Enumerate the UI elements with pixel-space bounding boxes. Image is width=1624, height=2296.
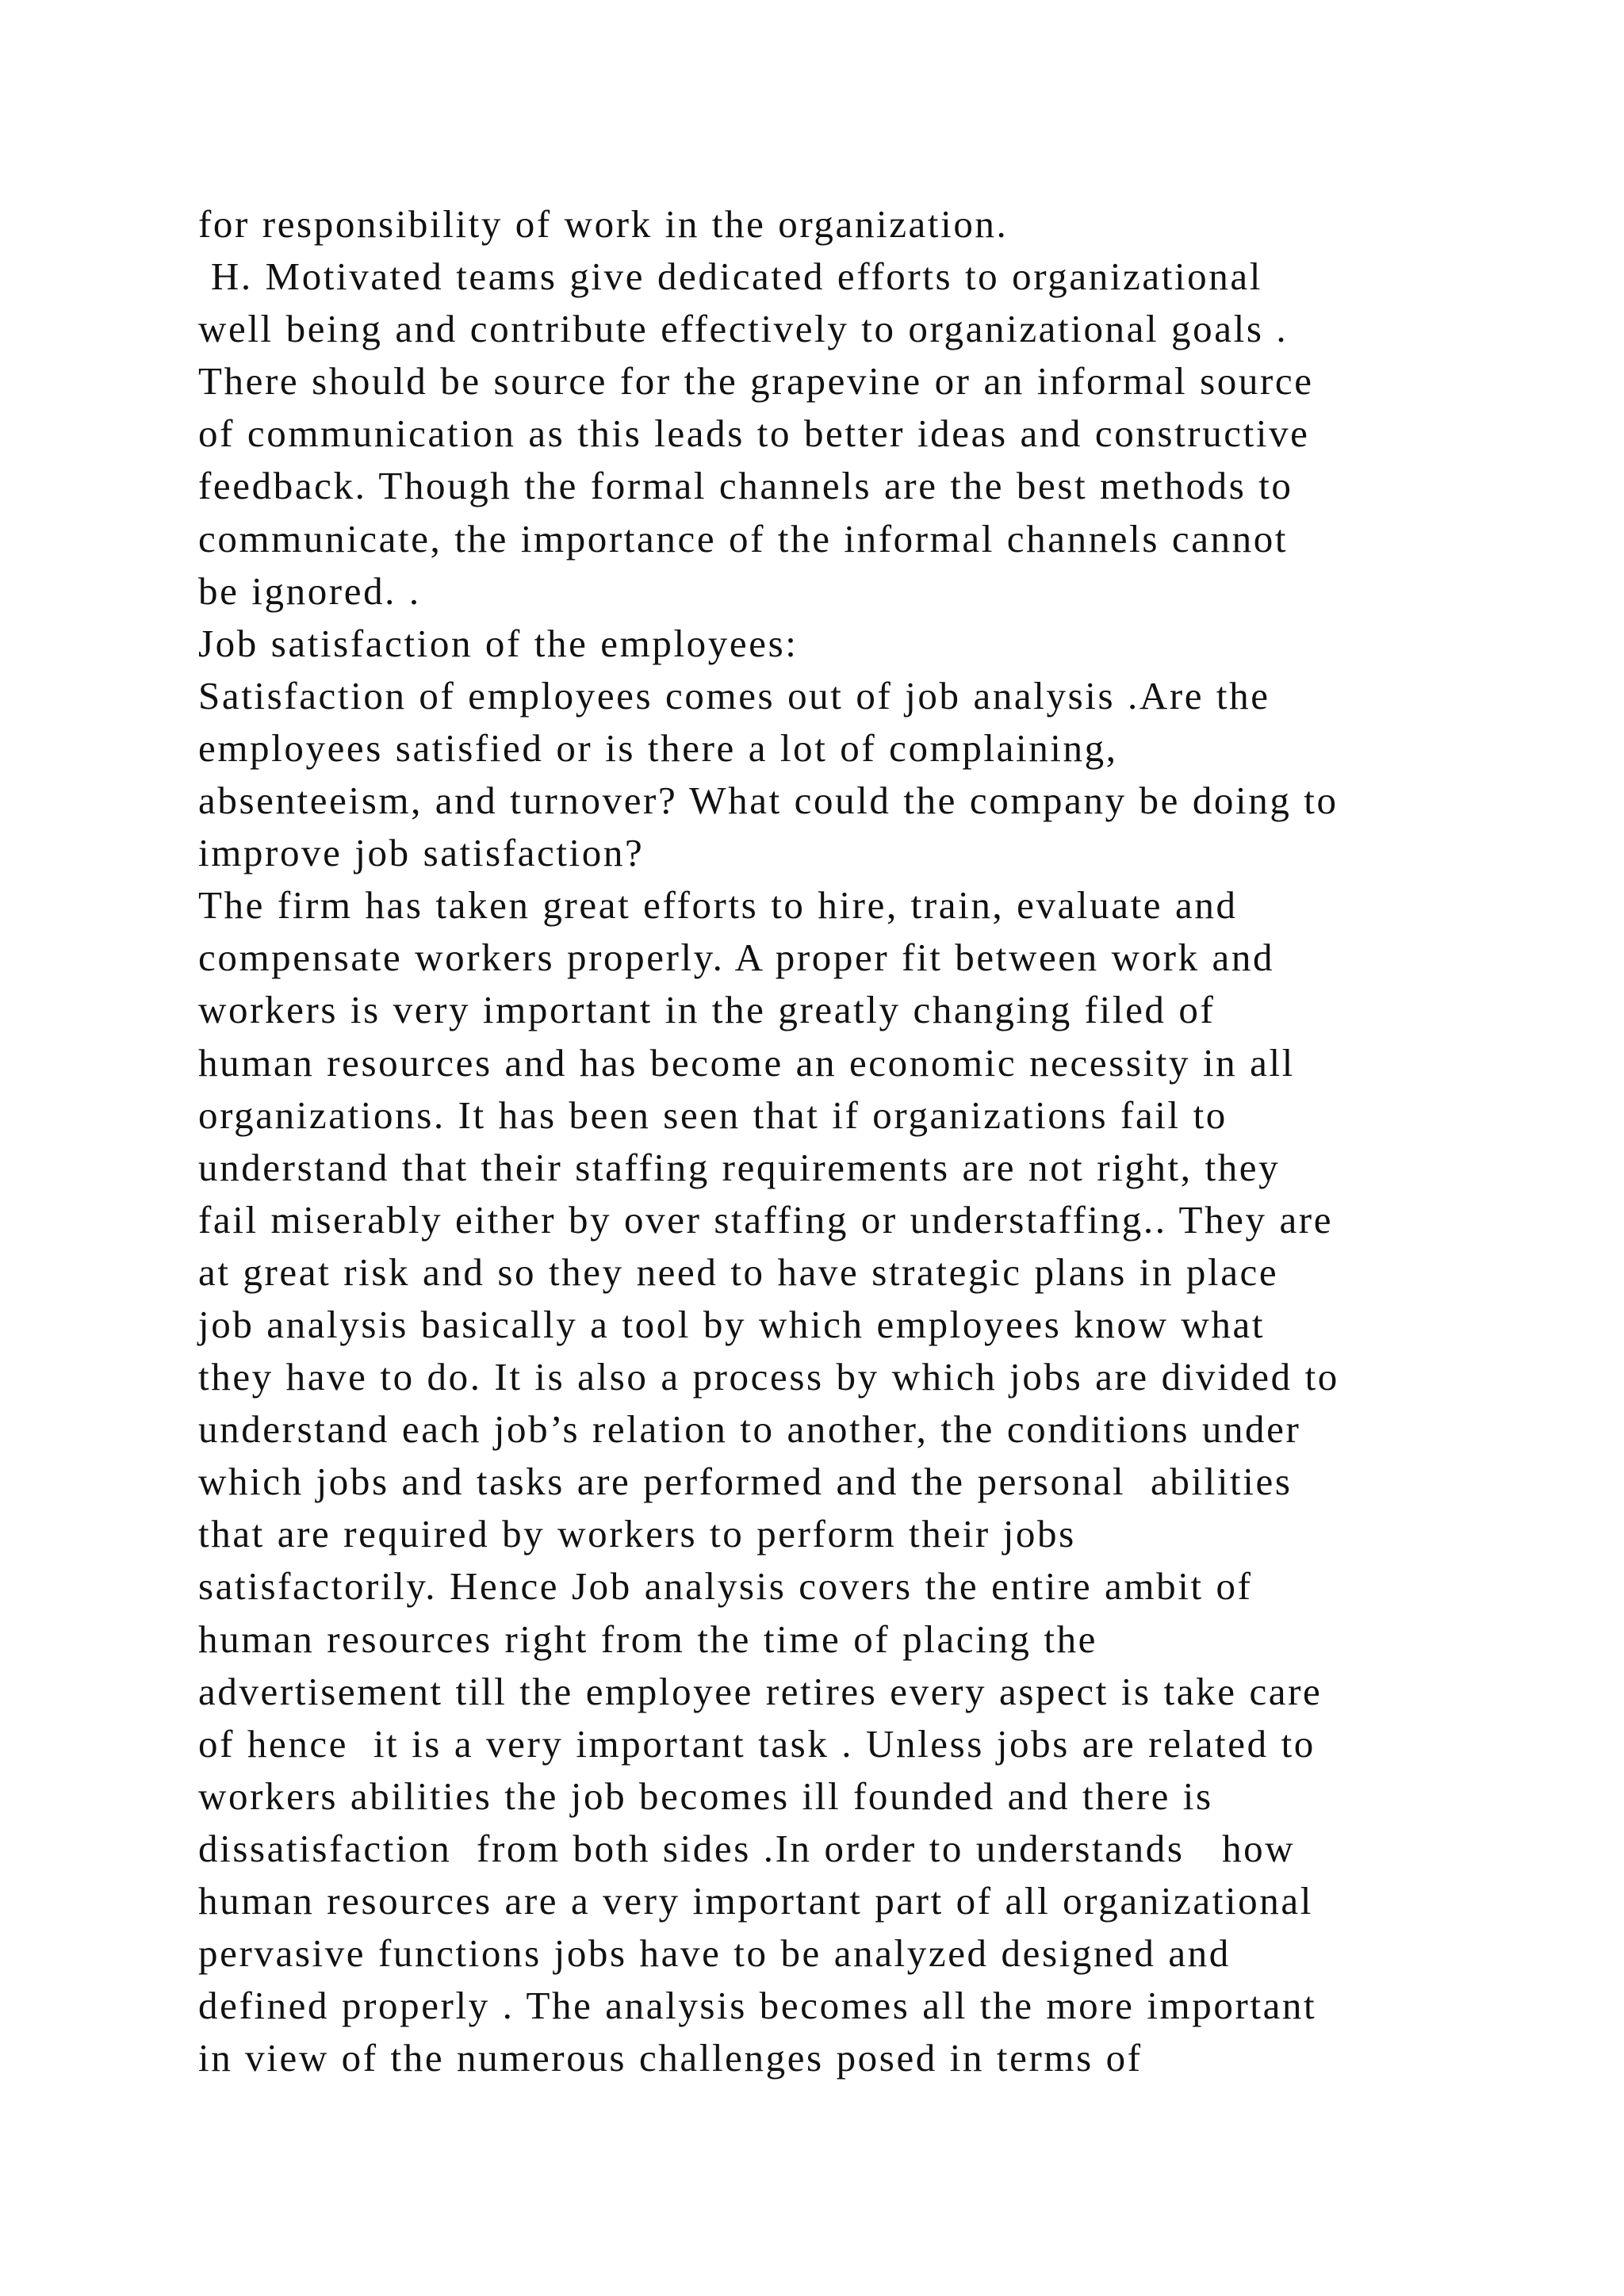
text-line: dissatisfaction from both sides .In order to understands how: [198, 1826, 1296, 1870]
text-line: defined properly . The analysis becomes all the more important: [198, 1984, 1317, 2028]
text-line: absenteeism, and turnover? What could the company be doing to: [198, 779, 1339, 823]
text-line: workers is very important in the greatly changing filed of: [198, 988, 1216, 1032]
text-line: of communication as this leads to better ideas and constructive: [198, 411, 1310, 456]
text-line: feedback. Though the formal channels are the best methods to: [198, 464, 1293, 508]
text-line: compensate workers properly. A proper fit between work and: [198, 936, 1275, 980]
text-line: human resources are a very important part of all organizational: [198, 1879, 1313, 1923]
text-line: The firm has taken great efforts to hire, train, evaluate and: [198, 883, 1238, 928]
text-line: workers abilities the job becomes ill founded and there is: [198, 1774, 1213, 1818]
text-line: employees satisfied or is there a lot of complaining,: [198, 725, 1118, 770]
text-line: satisfactorily. Hence Job analysis covers the entire ambit of: [198, 1564, 1253, 1609]
text-line: H. Motivated teams give dedicated efforts to organizational: [198, 254, 1262, 299]
text-line: understand each job’s relation to another, the conditions under: [198, 1407, 1301, 1452]
text-line: job analysis basically a tool by which employees know what: [198, 1302, 1266, 1346]
text-line: in view of the numerous challenges posed in terms of: [198, 2036, 1143, 2080]
section-heading: Job satisfaction of the employees:: [198, 621, 799, 665]
text-line: they have to do. It is also a process by which jobs are divided to: [198, 1355, 1339, 1399]
text-line: communicate, the importance of the informal channels cannot: [198, 516, 1289, 561]
text-line: improve job satisfaction?: [198, 831, 645, 875]
text-line: which jobs and tasks are performed and the personal abilities: [198, 1460, 1293, 1504]
text-line: at great risk and so they need to have strategic plans in place: [198, 1249, 1279, 1294]
text-line: Satisfaction of employees comes out of job analysis .Are the: [198, 673, 1270, 718]
text-line: human resources and has become an economic necessity in all: [198, 1040, 1295, 1085]
text-line: There should be source for the grapevine or an informal source: [198, 359, 1314, 404]
body-text: [198, 198, 1546, 2084]
text-line: organizations. It has been seen that if organizations fail to: [198, 1093, 1228, 1137]
text-line: be ignored. .: [198, 568, 421, 613]
text-line: advertisement till the employee retires every aspect is take care: [198, 1669, 1323, 1713]
text-line: fail miserably either by over staffing or understaffing.. They are: [198, 1197, 1334, 1242]
text-line: human resources right from the time of placing the: [198, 1617, 1098, 1661]
text-line: pervasive functions jobs have to be analyzed designed and: [198, 1931, 1231, 1976]
text-line: well being and contribute effectively to organizational goals .: [198, 307, 1289, 351]
text-line: of hence it is a very important task . Unless jobs are related to: [198, 1721, 1316, 1766]
text-line: understand that their staffing requirements are not right, they: [198, 1145, 1281, 1189]
text-line: for responsibility of work in the organization.: [198, 202, 1009, 246]
text-line: that are required by workers to perform their jobs: [198, 1512, 1076, 1556]
